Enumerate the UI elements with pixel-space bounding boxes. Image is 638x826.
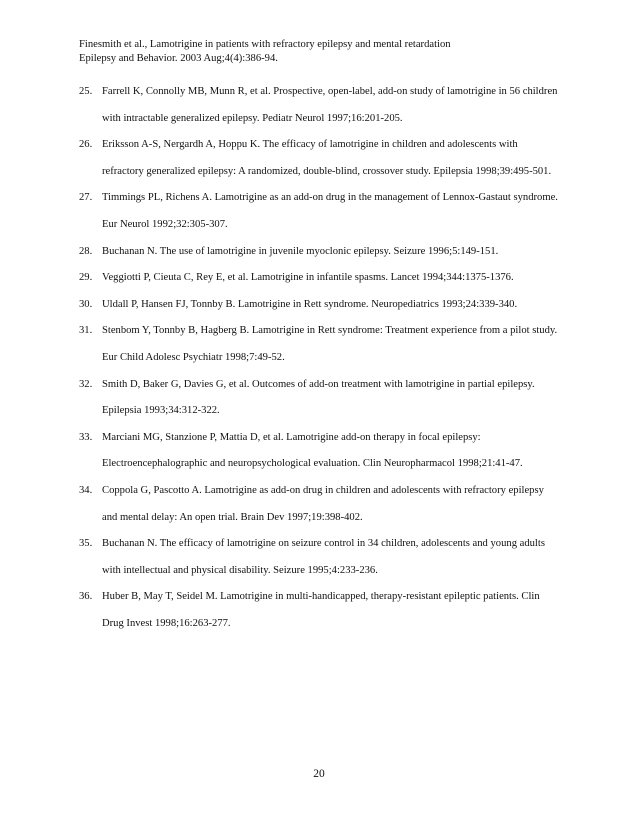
reference-number: 32. — [79, 378, 93, 390]
reference-number: 25. — [79, 86, 93, 97]
reference-text: Buchanan N. The use of lamotrigine in juvenile myoclonic epilepsy. Seizure 1996;5:149-151. — [102, 245, 499, 257]
reference-number: 30. — [79, 298, 93, 310]
reference-number: 33. — [79, 431, 93, 443]
reference-item — [79, 372, 559, 425]
running-header — [79, 38, 559, 66]
reference-text: Veggiotti P, Cieuta C, Rey E, et al. Lamotrigine in infantile spasms. Lancet 1994;344:1375-1376. — [102, 272, 514, 284]
page-number: 20 — [313, 768, 325, 780]
reference-item — [79, 132, 559, 185]
reference-item — [79, 292, 559, 319]
reference-item — [79, 531, 559, 584]
reference-number: 27. — [79, 192, 93, 204]
reference-text: Buchanan N. The efficacy of lamotrigine on seizure control in 34 children, adolescents and young adults with intellectual and physical disability. Seizure 1995;4:233-236. — [102, 538, 545, 576]
reference-text: Uldall P, Hansen FJ, Tonnby B. Lamotrigine in Rett syndrome. Neuropediatrics 1993;24:339-340. — [102, 298, 518, 310]
header-line-1: Finesmith et al., Lamotrigine in patients with refractory epilepsy and mental retardation — [79, 39, 451, 50]
reference-number: 26. — [79, 139, 93, 151]
reference-list — [79, 79, 559, 637]
reference-text: Coppola G, Pascotto A. Lamotrigine as add-on drug in children and adolescents with refractory epilepsy and mental delay: An open trial. Brain Dev 1997;19:398-402. — [102, 484, 544, 523]
reference-number: 29. — [79, 272, 93, 284]
reference-number: 34. — [79, 484, 93, 496]
reference-item — [79, 318, 559, 371]
reference-number: 35. — [79, 538, 93, 550]
reference-item — [79, 185, 559, 238]
reference-text: Eriksson A-S, Nergardh A, Hoppu K. The efficacy of lamotrigine in children and adolescents with refractory generalized epilepsy: A randomized, double-blind, crossover study. Epilepsia 1998;39:495-501. — [102, 139, 552, 177]
reference-item — [79, 584, 559, 637]
reference-item — [79, 79, 559, 132]
reference-text: Timmings PL, Richens A. Lamotrigine as an add-on drug in the management of Lennox-Gastaut syndrome. Eur Neurol 1992;32:305-307. — [102, 192, 558, 230]
reference-text: Farrell K, Connolly MB, Munn R, et al. Prospective, open-label, add-on study of lamotrigine in 56 children with intractable generalized epilepsy. Pediatr Neurol 1997;16:201-205. — [102, 86, 558, 124]
reference-text: Smith D, Baker G, Davies G, et al. Outcomes of add-on treatment with lamotrigine in partial epilepsy. Epilepsia 1993;34:312-322. — [102, 378, 535, 417]
reference-text: Marciani MG, Stanzione P, Mattia D, et al. Lamotrigine add-on therapy in focal epilepsy: Electroencephalographic and neuropsychological evaluation. Clin Neuropharmacol 1998;21:41-47. — [102, 431, 523, 470]
reference-item — [79, 425, 559, 478]
reference-text: Stenbom Y, Tonnby B, Hagberg B. Lamotrigine in Rett syndrome: Treatment experience from a pilot study. Eur Child Adolesc Psychiatr 1998;7:49-52. — [102, 325, 558, 363]
reference-text: Huber B, May T, Seidel M. Lamotrigine in multi-handicapped, therapy-resistant epileptic patients. Clin Drug Invest 1998;16:263-277. — [102, 591, 540, 629]
reference-item — [79, 265, 559, 292]
reference-number: 36. — [79, 591, 93, 603]
reference-number: 31. — [79, 325, 93, 337]
reference-item — [79, 478, 559, 531]
reference-item — [79, 239, 559, 266]
header-line-2: Epilepsy and Behavior. 2003 Aug;4(4):386-94. — [79, 53, 278, 64]
reference-number: 28. — [79, 245, 93, 257]
